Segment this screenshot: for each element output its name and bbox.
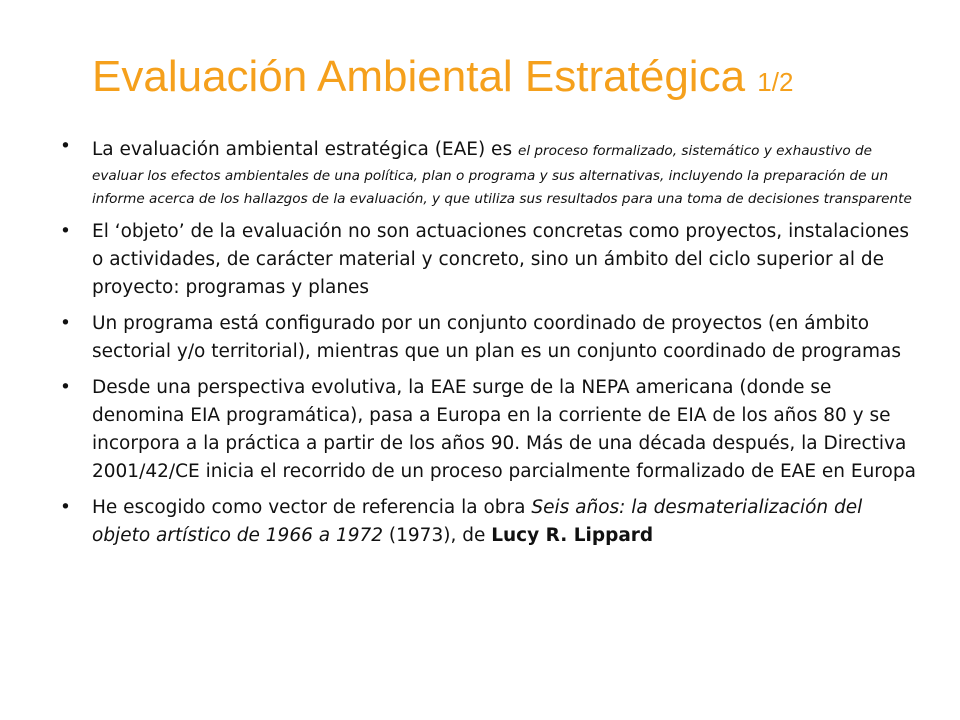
author-name: Lucy R. Lippard — [491, 525, 654, 546]
bullet-definition-text: el proceso formalizado, sistemático y exhaustivo de evaluar los efectos ambientales de una política, plan o programa y sus alternativas, incluyendo la preparación de un informe acerca de los hallazgos de la evaluación, y que utiliza sus resultados para una toma de decisiones transparente — [92, 143, 912, 207]
bullet-dot: • — [60, 221, 71, 242]
bullet-text: Un programa está configurado por un conjunto coordinado de proyectos (en ámbito sectorial y/o territorial), mientras que un plan es un conjunto coordinado de programas — [92, 313, 901, 362]
bullet-item — [60, 374, 920, 486]
bullet-dot: • — [60, 377, 71, 398]
bullet-dot: • — [60, 313, 71, 334]
book-title: Seis años: la desmaterialización del objeto artístico de 1966 a 1972 — [92, 497, 863, 546]
bullet-list — [60, 136, 920, 558]
slide-title — [92, 48, 793, 111]
bullet-text: Desde una perspectiva evolutiva, la EAE surge de la NEPA americana (donde se denomina EIA programática), pasa a Europa en la corriente de EIA de los años 80 y se incorpora a la práctica a partir de los años 90. Más de una década después, la Directiva 2001/42/CE inicia el recorrido de un proceso parcialmente formalizado de EAE en Europa — [92, 377, 916, 482]
bullet-text: El ‘objeto’ de la evaluación no son actuaciones concretas como proyectos, instalaciones o actividades, de carácter material y concreto, sino un ámbito del ciclo superior al de proyecto: programas y planes — [92, 221, 910, 298]
bullet-item — [60, 136, 920, 210]
bullet-text-intro: He escogido como vector de referencia la obra — [92, 497, 532, 518]
title-text: Evaluación Ambiental Estratégica — [92, 52, 746, 101]
bullet-item — [60, 494, 920, 550]
bullet-item — [60, 218, 920, 302]
bullet-text-year: (1973), de — [383, 525, 492, 546]
bullet-dot: • — [60, 136, 71, 157]
bullet-dot: • — [60, 497, 71, 518]
title-page-indicator: 1/2 — [757, 67, 794, 97]
bullet-lead-text: La evaluación ambiental estratégica (EAE) es — [92, 139, 518, 160]
bullet-item — [60, 310, 920, 366]
